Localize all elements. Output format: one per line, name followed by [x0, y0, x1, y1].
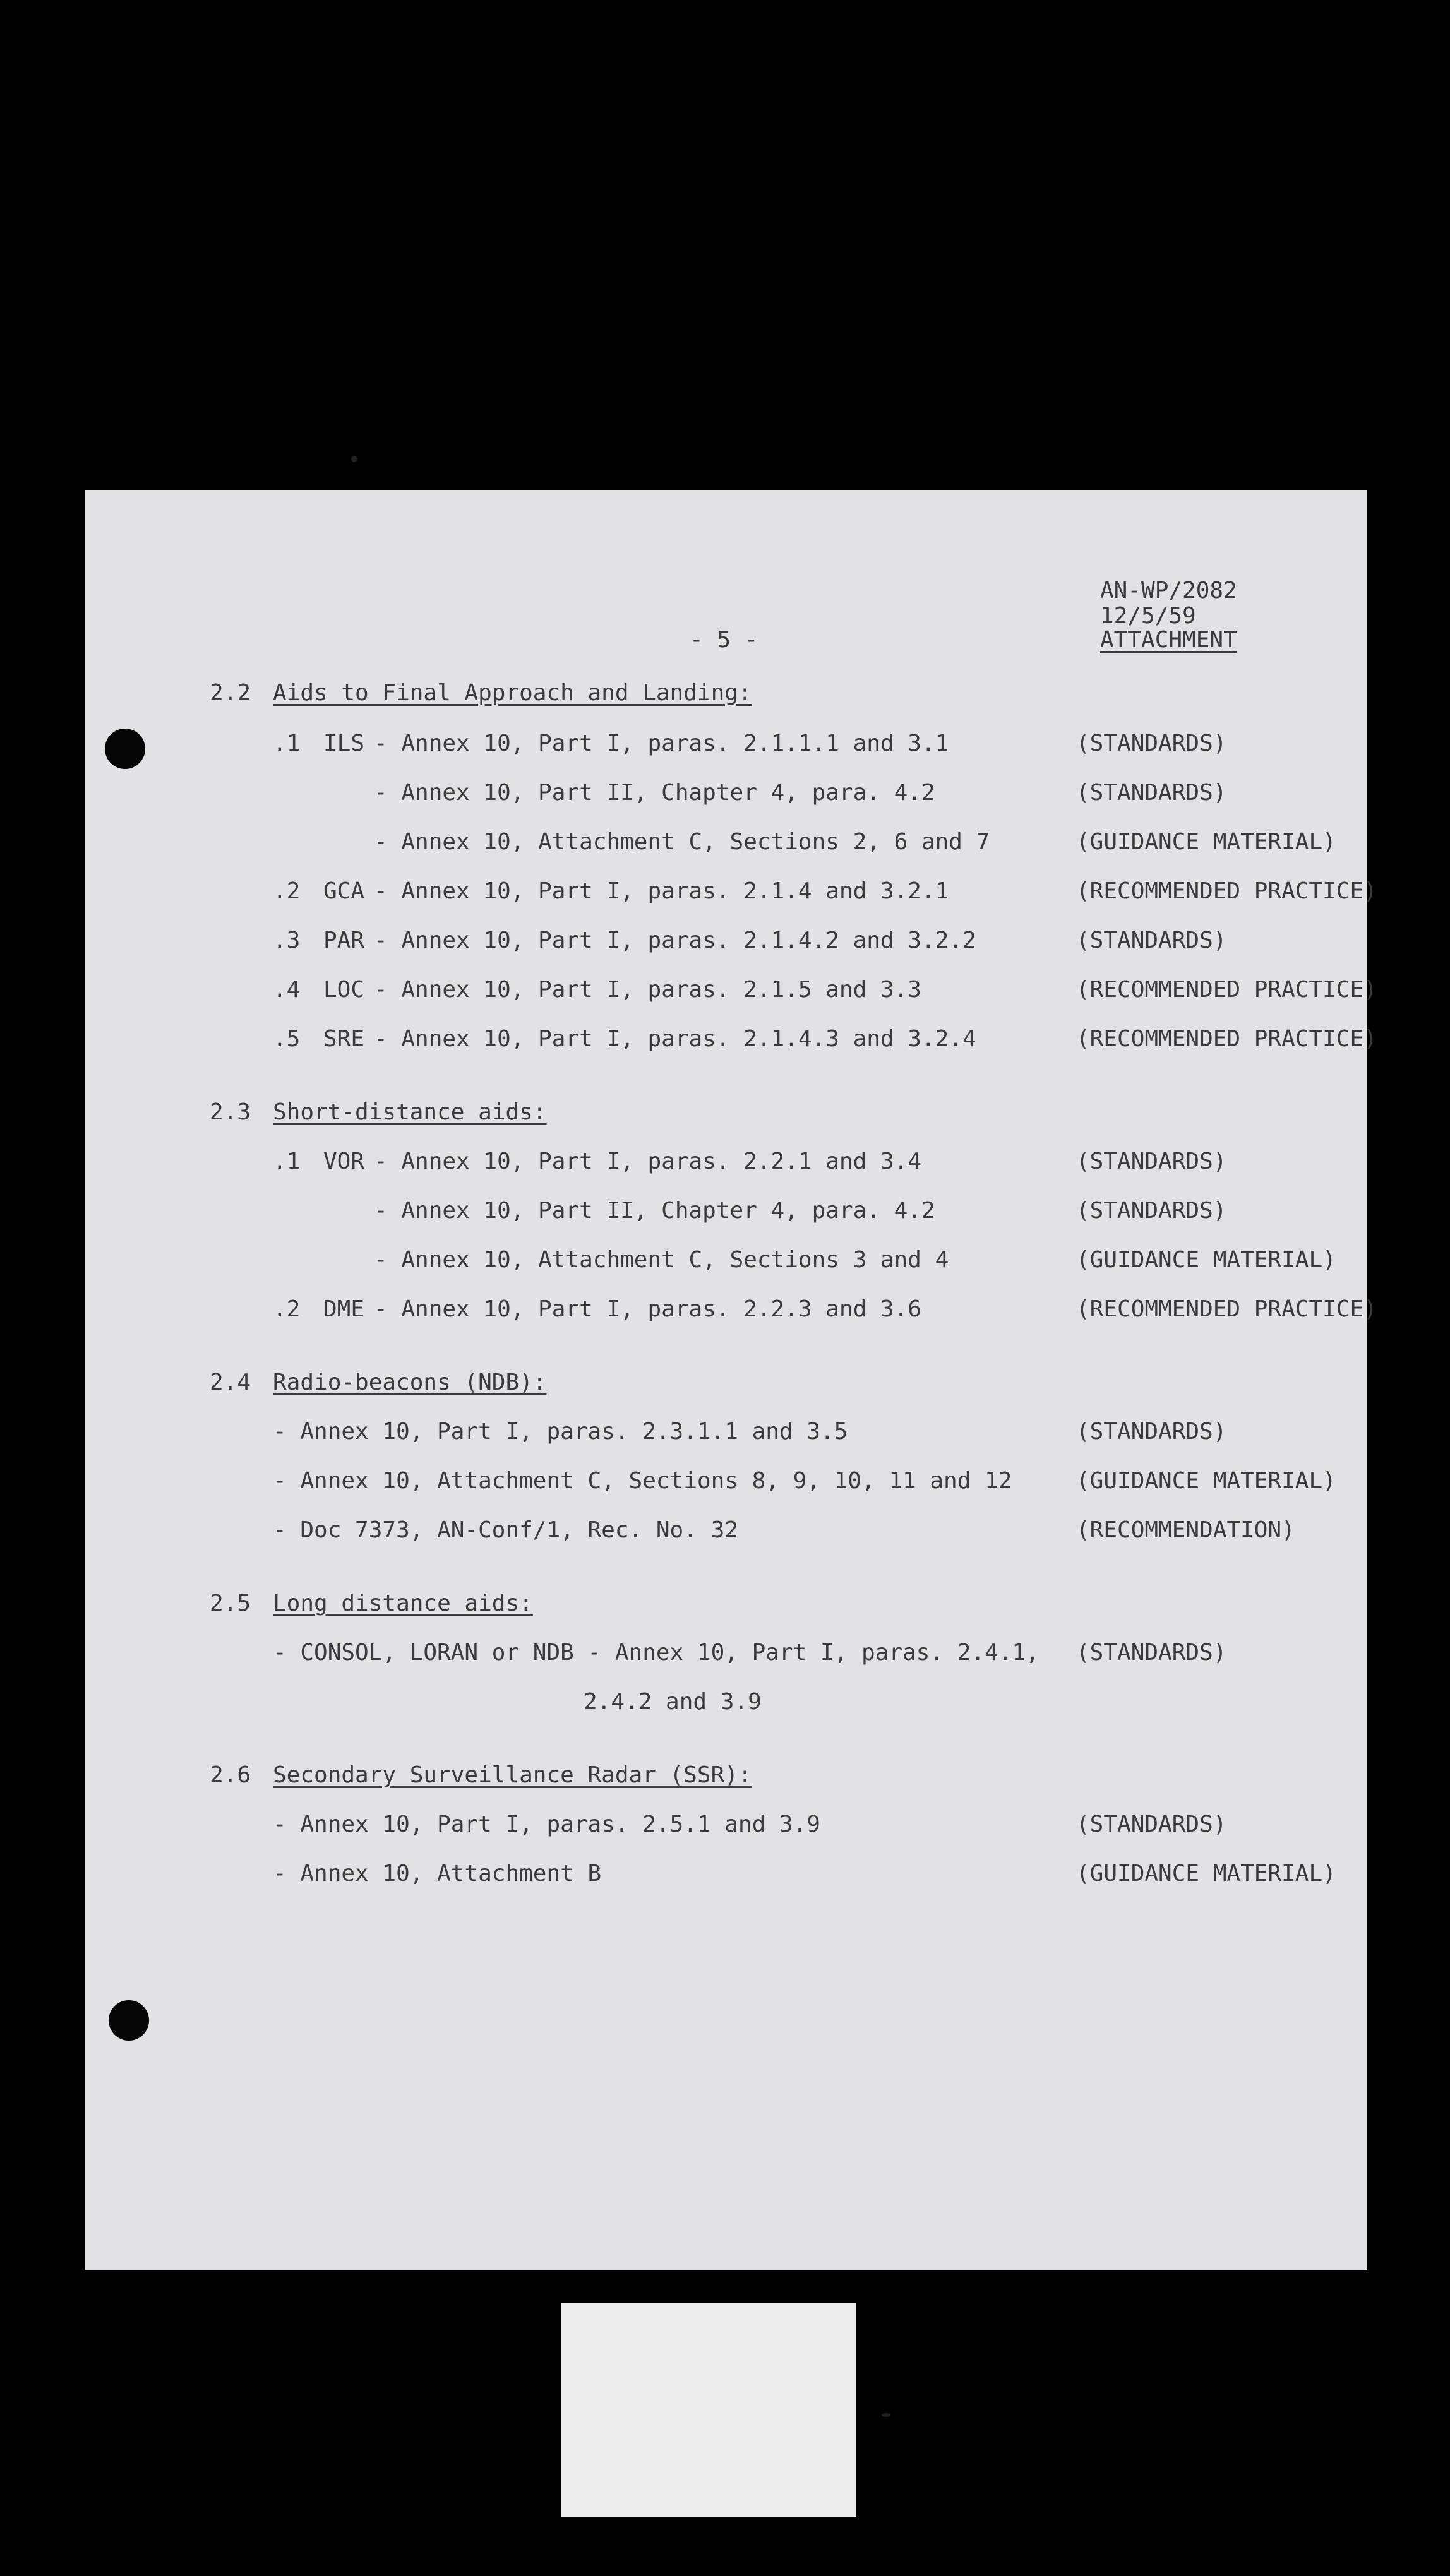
document-page [85, 490, 1377, 2270]
attachment-label: ATTACHMENT [1100, 627, 1237, 653]
aid-name: LOC [323, 977, 365, 1003]
item-number: .1 [273, 730, 301, 756]
section-title: Secondary Surveillance Radar (SSR): [273, 1762, 752, 1788]
status-label: (RECOMMENDED PRACTICE) [1076, 1296, 1377, 1322]
status-label: (GUIDANCE MATERIAL) [1076, 1247, 1336, 1273]
status-label: (STANDARDS) [1076, 1148, 1227, 1174]
status-label: (STANDARDS) [1076, 1419, 1227, 1445]
section-title: Radio-beacons (NDB): [273, 1369, 547, 1395]
section-title: Long distance aids: [273, 1590, 533, 1616]
item-number: .1 [273, 1148, 301, 1174]
reference-text: - Annex 10, Part I, paras. 2.1.4.3 and 3.2.4 [374, 1026, 976, 1052]
punch-hole [109, 2000, 149, 2041]
reference-text: - Annex 10, Part I, paras. 2.1.4 and 3.2.1 [374, 878, 949, 904]
reference-text: - Annex 10, Part II, Chapter 4, para. 4.2 [374, 1198, 935, 1224]
scan-speck [351, 456, 357, 462]
item-number: .5 [273, 1026, 301, 1052]
reference-text: - Annex 10, Attachment C, Sections 2, 6 and 7 [374, 829, 990, 855]
status-label: (STANDARDS) [1076, 927, 1227, 953]
status-label: (GUIDANCE MATERIAL) [1076, 1468, 1336, 1494]
status-label: (RECOMMENDATION) [1076, 1517, 1295, 1543]
reference-text: - Annex 10, Part I, paras. 2.1.4.2 and 3.2.2 [374, 927, 976, 953]
document-date: 12/5/59 [1100, 603, 1196, 629]
reference-text-continued: 2.4.2 and 3.9 [584, 1689, 762, 1715]
status-label: (RECOMMENDED PRACTICE) [1076, 1026, 1377, 1052]
status-label: (STANDARDS) [1076, 780, 1227, 806]
aid-name: ILS [323, 730, 365, 756]
page-number: - 5 - [690, 627, 758, 653]
reference-text: - Doc 7373, AN-Conf/1, Rec. No. 32 [273, 1517, 738, 1543]
status-label: (STANDARDS) [1076, 1640, 1227, 1666]
reference-text: - Annex 10, Part II, Chapter 4, para. 4.2 [374, 780, 935, 806]
status-label: (GUIDANCE MATERIAL) [1076, 1861, 1336, 1887]
section-title: Aids to Final Approach and Landing: [273, 680, 752, 706]
item-number: .2 [273, 878, 301, 904]
item-number: .4 [273, 977, 301, 1003]
aid-name: GCA [323, 878, 365, 904]
section-number: 2.2 [210, 680, 251, 706]
document-reference: AN-WP/2082 [1100, 578, 1237, 604]
punch-hole [105, 729, 145, 769]
section-title: Short-distance aids: [273, 1099, 547, 1125]
aid-name: VOR [323, 1148, 365, 1174]
status-label: (STANDARDS) [1076, 730, 1227, 756]
status-label: (RECOMMENDED PRACTICE) [1076, 977, 1377, 1003]
section-number: 2.5 [210, 1590, 251, 1616]
item-number: .3 [273, 927, 301, 953]
reference-text: - Annex 10, Part I, paras. 2.1.1.1 and 3.1 [374, 730, 949, 756]
status-label: (STANDARDS) [1076, 1811, 1227, 1837]
scan-speck [882, 2413, 890, 2417]
aid-name: PAR [323, 927, 365, 953]
status-label: (STANDARDS) [1076, 1198, 1227, 1224]
reference-text: - Annex 10, Attachment C, Sections 3 and 4 [374, 1247, 949, 1273]
status-label: (RECOMMENDED PRACTICE) [1076, 878, 1377, 904]
section-number: 2.4 [210, 1369, 251, 1395]
reference-text: - Annex 10, Part I, paras. 2.5.1 and 3.9 [273, 1811, 820, 1837]
paper-slip [561, 2303, 856, 2517]
section-number: 2.6 [210, 1762, 251, 1788]
reference-text: - Annex 10, Part I, paras. 2.2.3 and 3.6 [374, 1296, 921, 1322]
reference-text: - CONSOL, LORAN or NDB - Annex 10, Part I, paras. 2.4.1, [273, 1640, 1040, 1666]
aid-name: SRE [323, 1026, 365, 1052]
reference-text: - Annex 10, Attachment C, Sections 8, 9, 10, 11 and 12 [273, 1468, 1012, 1494]
reference-text: - Annex 10, Part I, paras. 2.2.1 and 3.4 [374, 1148, 921, 1174]
section-number: 2.3 [210, 1099, 251, 1125]
aid-name: DME [323, 1296, 365, 1322]
reference-text: - Annex 10, Part I, paras. 2.3.1.1 and 3.5 [273, 1419, 848, 1445]
item-number: .2 [273, 1296, 301, 1322]
reference-text: - Annex 10, Attachment B [273, 1861, 602, 1887]
status-label: (GUIDANCE MATERIAL) [1076, 829, 1336, 855]
reference-text: - Annex 10, Part I, paras. 2.1.5 and 3.3 [374, 977, 921, 1003]
